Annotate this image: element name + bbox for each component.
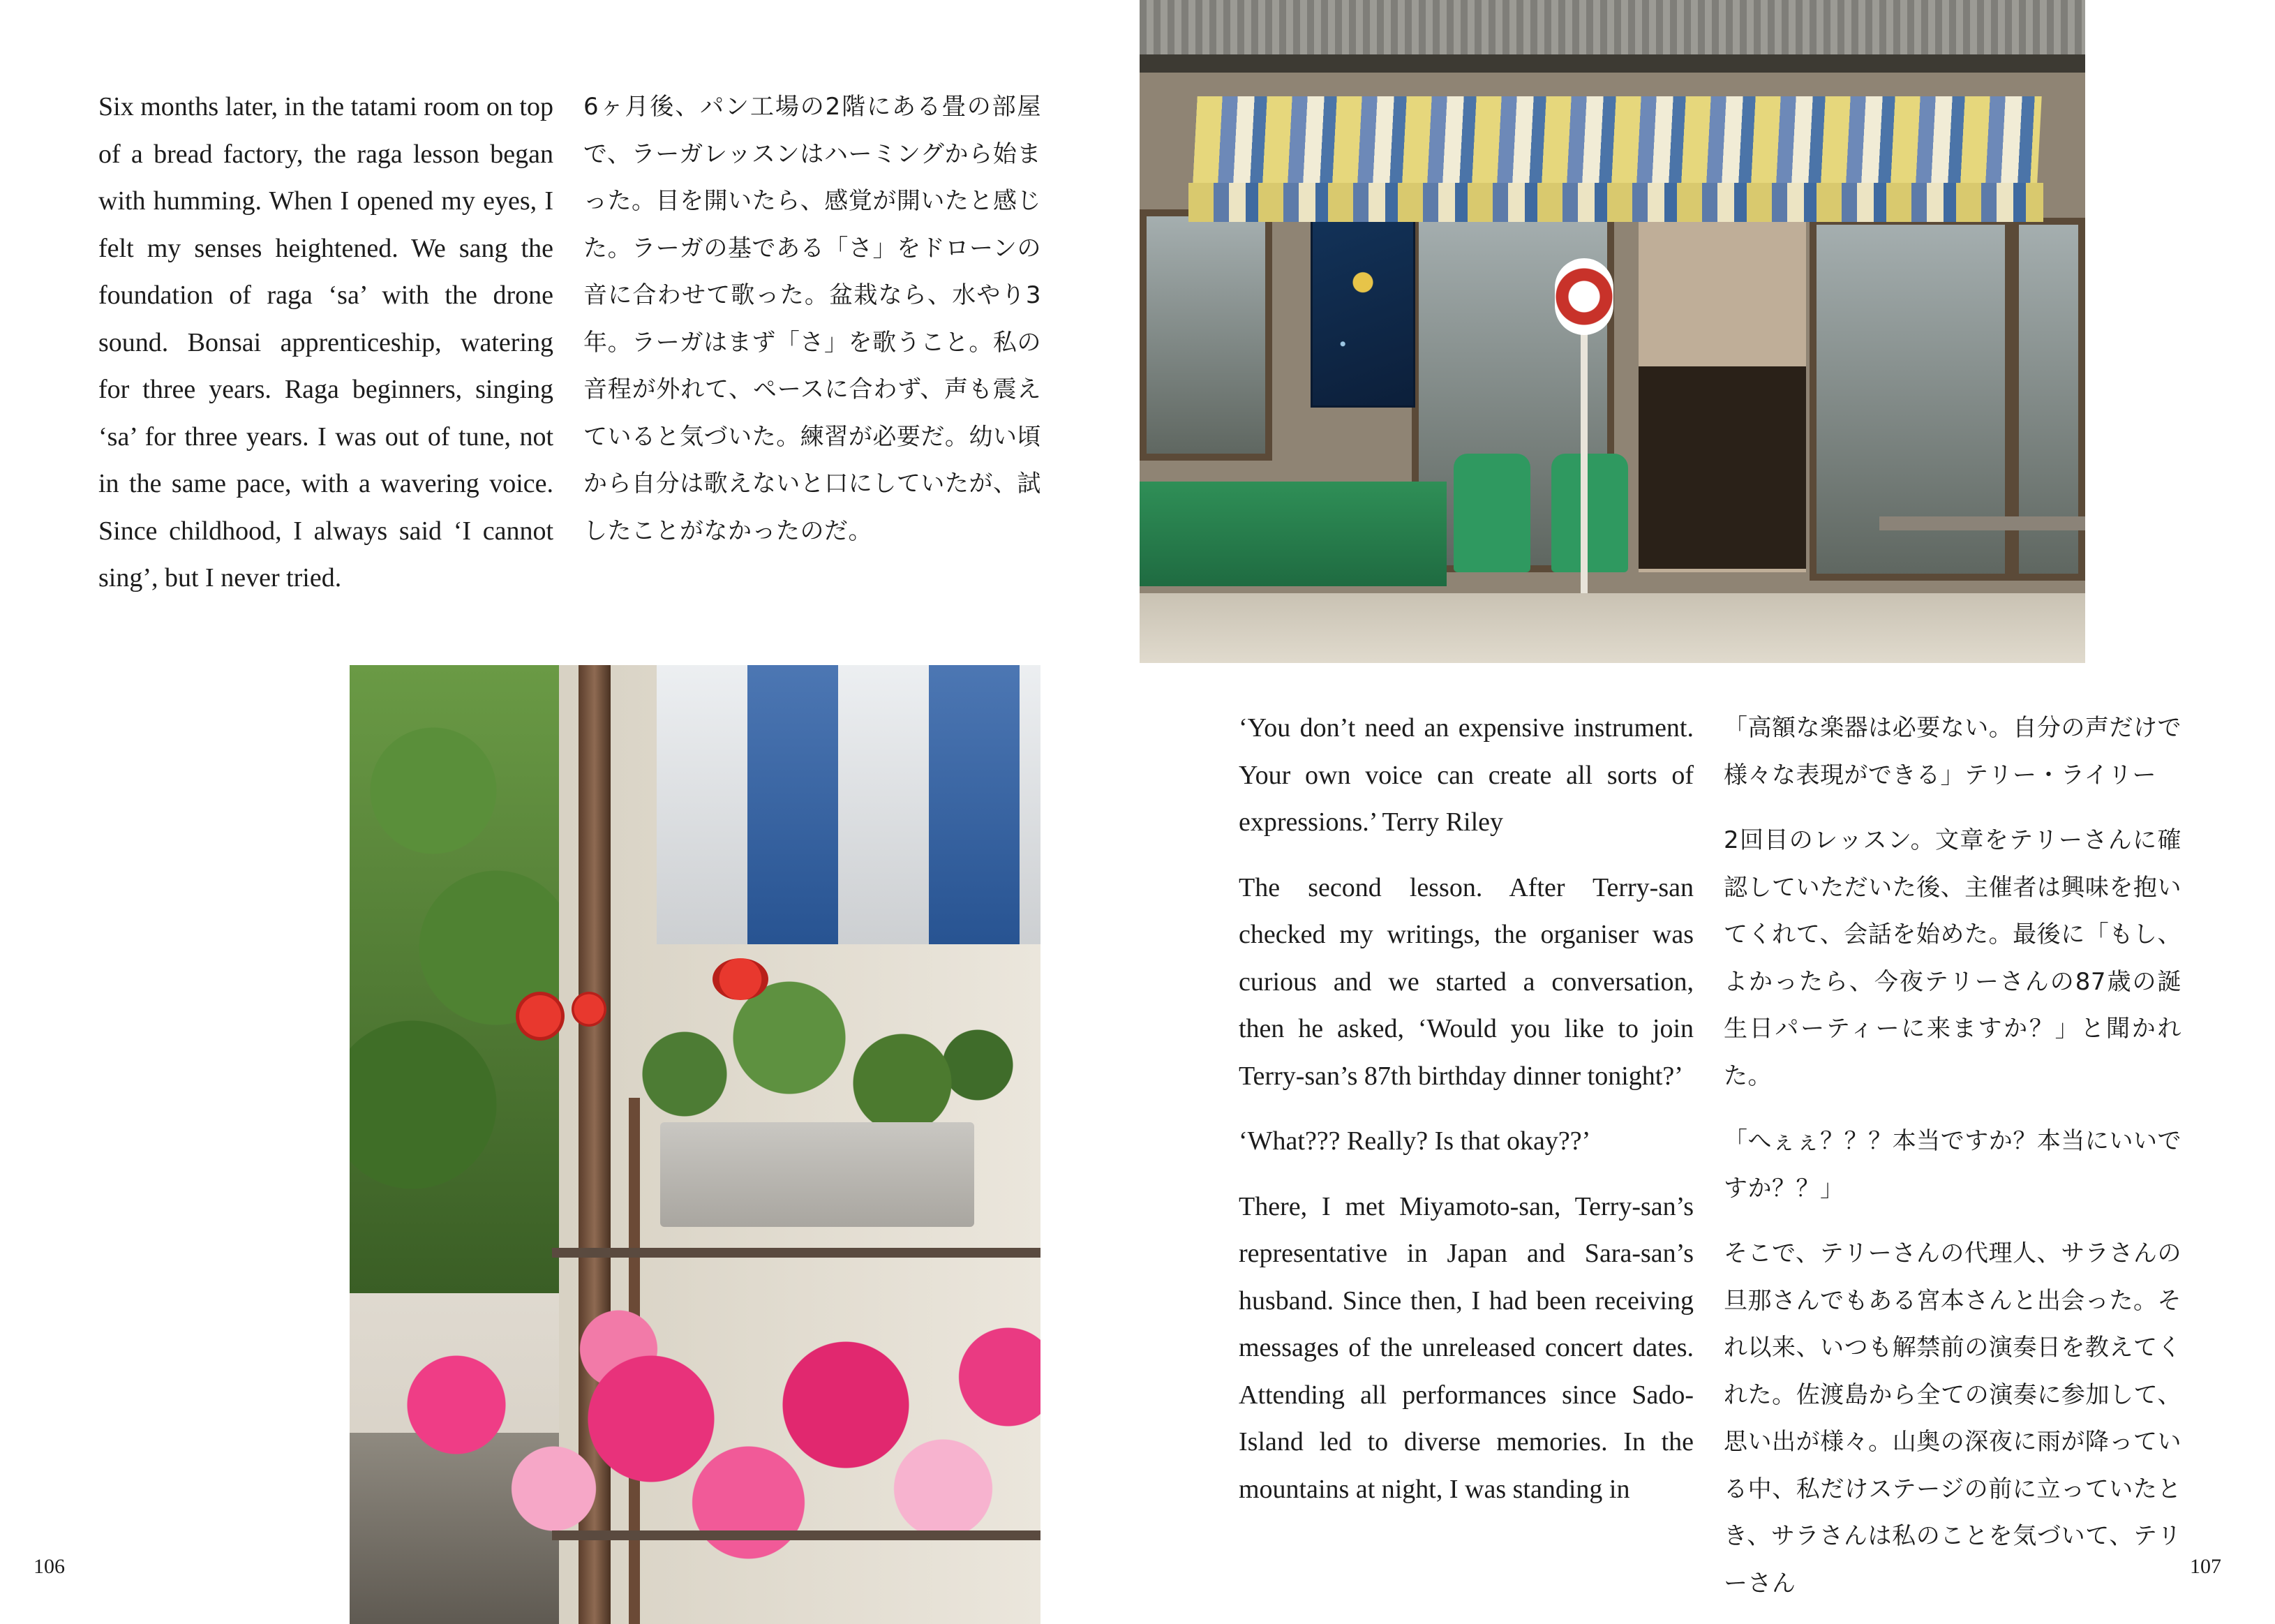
right-english-column: [1239, 705, 1694, 1531]
right-english-paragraph-3: ‘What??? Really? Is that okay??’: [1239, 1126, 1591, 1156]
photo-geranium-leaves: [601, 965, 1020, 1147]
right-japanese-paragraph-2: 2回目のレッスン。文章をテリーさんに確認していただいた後、主催者は興味を抱いてくれて、会話を始めた。最後に「もし、よかったら、今夜テリーさんの87歳の誕生日パーティーに来ますか？」と聞かれた。: [1724, 826, 2181, 1090]
right-japanese-paragraph-1: 「高額な楽器は必要ない。自分の声だけで様々な表現ができる」テリー・ライリー: [1724, 714, 2181, 789]
right-english-paragraph-4: There, I met Miyamoto-san, Terry-san’s representative in Japan and Sara-san’s husband. Since then, I had been receiving messages of the unreleased concert dates. Attending all performances since Sado-Island led to diverse memories. In the mountains at night, I was standing in: [1239, 1191, 1694, 1504]
photo-star-tapestry: [1311, 198, 1415, 408]
balcony-flowers-photo: [350, 665, 1040, 1624]
page-number-right: 107: [2190, 1555, 2221, 1578]
right-english-paragraph-1: ‘You don’t need an expensive instrument. Your own voice can create all sorts of expressions.’ Terry Riley: [1239, 713, 1694, 837]
left-japanese-paragraph-1: 6ヶ月後、パン工場の2階にある畳の部屋で、ラーガレッスンはハーミングから始まった。目を開いたら、感覚が開いたと感じた。ラーガの基である「さ」をドローンの音に合わせて歌った。盆栽なら、水やり3年。ラーガはまず「さ」を歌うこと。私の音程が外れて、ペースに合わず、声も震えていると気づいた。練習が必要だ。幼い頃から自分は歌えないと口にしていたが、試したことがなかったのだ。: [583, 93, 1041, 545]
photo-trees: [350, 665, 559, 1293]
left-japanese-column: [583, 84, 1041, 573]
right-page: [1138, 0, 2275, 1624]
right-japanese-paragraph-3: 「へぇぇ？？？本当ですか？本当にいいですか？？」: [1724, 1127, 2181, 1202]
photo-corrugated-roof: [1140, 0, 2085, 63]
left-english-column: [98, 84, 553, 620]
photo-planter-box: [660, 1122, 974, 1227]
left-english-paragraph-1: Six months later, in the tatami room on top of a bread factory, the raga lesson began with humming. When I opened my eyes, I felt my senses heightened. We sang the foundation of raga ‘sa’ with the drone sound. Bonsai apprenticeship, watering for three years. Raga beginners, singing ‘sa’ for three years. I was out of tune, not in the same pace, with a wavering voice. Since childhood, I always said ‘I cannot sing’, but I never tried.: [98, 92, 553, 593]
photo-green-table: [1140, 482, 1447, 586]
right-english-paragraph-2: The second lesson. After Terry-san checked my writings, the organiser was curious and we started a conversation, then he asked, ‘Would you like to join Terry-san’s 87th birthday dinner tonight?’: [1239, 872, 1694, 1091]
page-number-left: 106: [33, 1555, 65, 1578]
right-japanese-paragraph-4: そこで、テリーさんの代理人、サラさんの旦那さんでもある宮本さんと出会った。それ以来、いつも解禁前の演奏日を教えてくれた。佐渡島から全ての演奏に参加して、思い出が様々。山奥の深夜に雨が降っている中、私だけステージの前に立っていたとき、サラさんは私のことを気づいて、テリーさん: [1724, 1239, 2181, 1597]
shopfront-photo: [1140, 0, 2085, 663]
right-japanese-column: [1724, 705, 2181, 1624]
photo-round-sign: [1555, 258, 1613, 335]
